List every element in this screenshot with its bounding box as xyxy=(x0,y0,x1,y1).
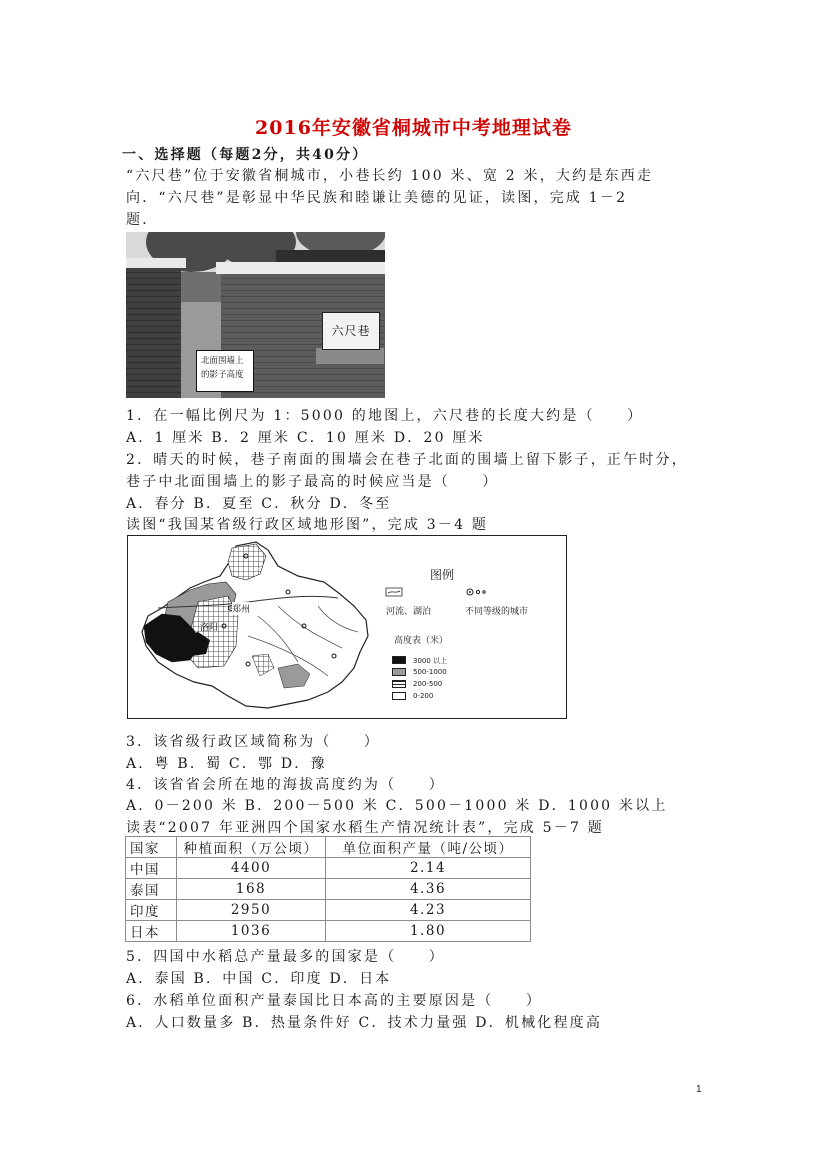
q6-stem: 6．水稻单位面积产量泰国比日本高的主要原因是（ ） xyxy=(126,993,543,1009)
six-chi-alley-photo xyxy=(126,232,385,398)
section-heading: 一、选择题（每题2分，共40分） xyxy=(122,147,369,163)
legend-title: 图例 xyxy=(430,568,455,582)
callout-line-1: 北面围墙上 xyxy=(201,356,244,366)
legend-elevation-title: 高度表（米） xyxy=(394,636,449,646)
table-row xyxy=(126,858,531,879)
intro1-line-1: “六尺巷”位于安徽省桐城市，小巷长约 100 米、宽 2 米，大约是东西走 xyxy=(126,168,654,184)
legend-city-label: 不同等级的城市 xyxy=(465,607,529,617)
q2-stem-line-2: 巷子中北面围墙上的影子最高的时候应当是（ ） xyxy=(126,474,499,490)
intro2: 读图“我国某省级行政区域地形图”，完成 3－4 题 xyxy=(126,517,489,533)
table-header: 种植面积（万公顷） xyxy=(177,837,326,858)
table-cell: 日本 xyxy=(126,921,177,942)
q5-options: A．泰国 B．中国 C．印度 D．日本 xyxy=(126,971,392,987)
q1-options: A．1 厘米 B．2 厘米 C．10 厘米 D．20 厘米 xyxy=(126,430,485,446)
q4-stem: 4．该省省会所在地的海拔高度约为（ ） xyxy=(126,777,445,793)
table-header: 国家 xyxy=(126,837,177,858)
table-cell: 2.14 xyxy=(326,858,531,879)
intro1-line-2: 向．“六尺巷”是彰显中华民族和睦谦让美德的见证，读图，完成 1－2 xyxy=(126,190,628,206)
table-cell: 2950 xyxy=(177,900,326,921)
intro1-line-3: 题． xyxy=(126,212,159,228)
province-terrain-map xyxy=(127,535,567,719)
callout-line-2: 的影子高度 xyxy=(201,370,244,380)
table-row xyxy=(126,900,531,921)
legend-label-200-500: 200-500 xyxy=(413,680,443,688)
city-label-zhengzhou: 郑州 xyxy=(232,602,250,615)
table-header-row xyxy=(126,837,531,858)
legend-label-0-200: 0-200 xyxy=(413,692,434,700)
legend-swatch-500-1000 xyxy=(392,668,406,676)
legend-swatch-0-200 xyxy=(392,692,406,700)
table-cell: 1036 xyxy=(177,921,326,942)
legend-label-500-1000: 500-1000 xyxy=(413,668,447,676)
legend-river-label: 河流、湖泊 xyxy=(386,607,432,617)
map-drawing xyxy=(128,536,568,720)
page-number: 1 xyxy=(696,1084,702,1095)
legend-swatch-200-500 xyxy=(392,680,406,688)
q4-options: A．0－200 米 B．200－500 米 C．500－1000 米 D．1000 米以上 xyxy=(126,798,668,814)
table-cell: 4.36 xyxy=(326,879,531,900)
table-cell: 4.23 xyxy=(326,900,531,921)
shadow-callout xyxy=(196,350,254,392)
rice-production-table xyxy=(125,836,531,942)
alley-plaque: 六尺巷 xyxy=(322,312,380,350)
table-row xyxy=(126,879,531,900)
legend-swatch-3000 xyxy=(392,656,406,664)
table-cell: 4400 xyxy=(177,858,326,879)
intro3: 读表“2007 年亚洲四个国家水稻生产情况统计表”，完成 5－7 题 xyxy=(126,820,604,836)
table-header: 单位面积产量（吨/公顷） xyxy=(326,837,531,858)
table-cell: 中国 xyxy=(126,858,177,879)
legend-label-3000: 3000 以上 xyxy=(413,657,448,665)
table-cell: 泰国 xyxy=(126,879,177,900)
q6-options: A．人口数量多 B．热量条件好 C．技术力量强 D．机械化程度高 xyxy=(126,1015,603,1031)
table-cell: 印度 xyxy=(126,900,177,921)
city-label-luoyang: 洛阳 xyxy=(200,623,219,633)
table-cell: 1.80 xyxy=(326,921,531,942)
q3-stem: 3．该省级行政区域简称为（ ） xyxy=(126,734,381,750)
table-cell: 168 xyxy=(177,879,326,900)
q5-stem: 5．四国中水稻总产量最多的国家是（ ） xyxy=(126,949,445,965)
table-row xyxy=(126,921,531,942)
q1-stem: 1．在一幅比例尺为 1：5000 的地图上，六尺巷的长度大约是（ ） xyxy=(126,408,644,424)
q3-options: A．粤 B．蜀 C．鄂 D．豫 xyxy=(126,756,327,772)
page-title: 2016年安徽省桐城市中考地理试卷 xyxy=(255,117,572,139)
q2-stem-line-1: 2．晴天的时候，巷子南面的围墙会在巷子北面的围墙上留下影子，正午时分， xyxy=(126,452,688,468)
q2-options: A．春分 B．夏至 C．秋分 D．冬至 xyxy=(126,496,392,512)
